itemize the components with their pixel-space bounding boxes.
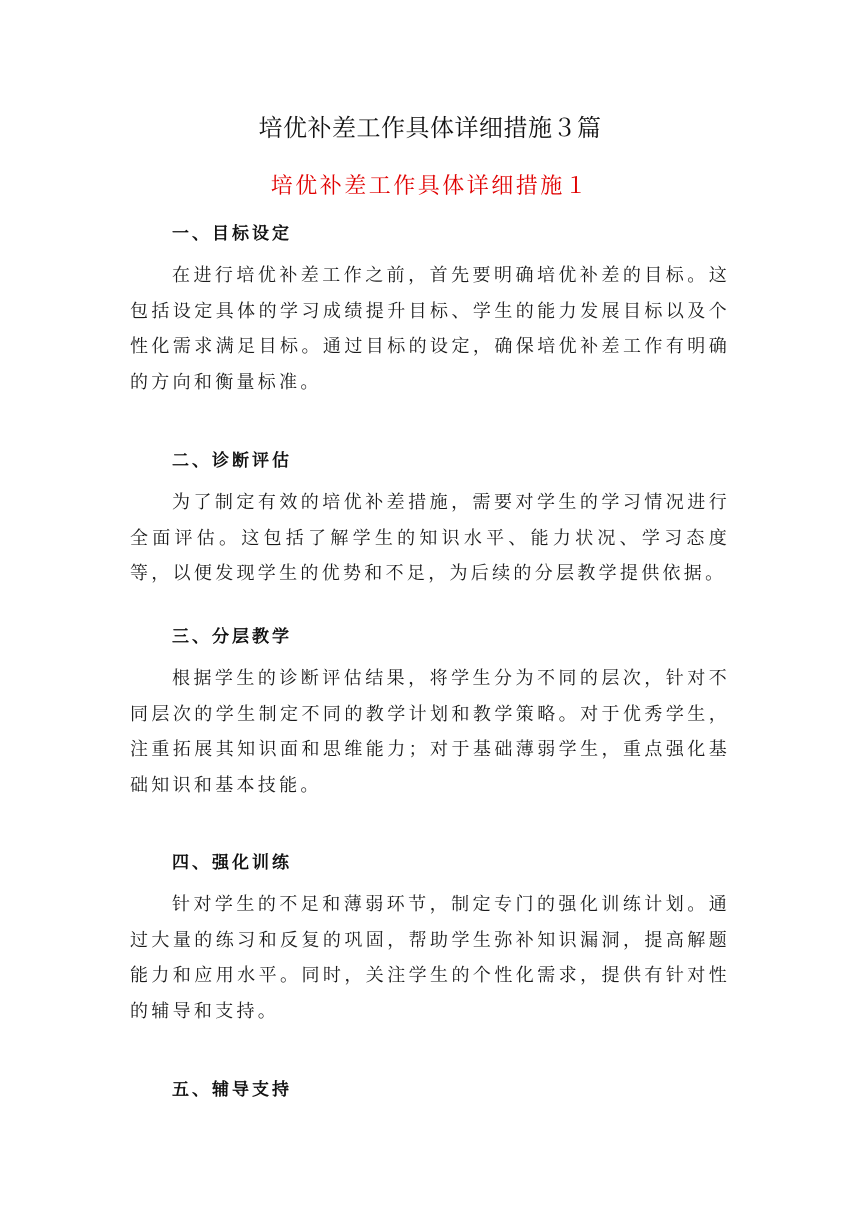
section-paragraph-tiered-teaching: 根据学生的诊断评估结果，将学生分为不同的层次，针对不同层次的学生制定不同的教学计划和教学策略。对于优秀学生，注重拓展其知识面和思维能力；对于基础薄弱学生，重点强化基础知识和基本技能。 xyxy=(130,668,730,796)
section-paragraph-diagnostic-assessment: 为了制定有效的培优补差措施，需要对学生的学习情况进行全面评估。这包括了解学生的知识水平、能力状况、学习态度等，以便发现学生的优势和不足，为后续的分层教学提供依据。 xyxy=(130,492,730,584)
section-heading-tutoring-support: 五、辅导支持 xyxy=(172,1080,292,1100)
section-paragraph-goal-setting: 在进行培优补差工作之前，首先要明确培优补差的目标。这包括设定具体的学习成绩提升目标、学生的能力发展目标以及个性化需求满足目标。通过目标的设定，确保培优补差工作有明确的方向和衡量标准。 xyxy=(130,265,730,393)
section-paragraph-intensive-training: 针对学生的不足和薄弱环节，制定专门的强化训练计划。通过大量的练习和反复的巩固，帮助学生弥补知识漏洞，提高解题能力和应用水平。同时，关注学生的个性化需求，提供有针对性的辅导和支持。 xyxy=(130,894,730,1022)
document-title: 培优补差工作具体详细措施３篇 xyxy=(258,114,602,142)
section-heading-tiered-teaching: 三、分层教学 xyxy=(172,627,292,647)
section-heading-diagnostic-assessment: 二、诊断评估 xyxy=(172,451,292,471)
section-heading-intensive-training: 四、强化训练 xyxy=(172,853,292,873)
document-subtitle: 培优补差工作具体详细措施１ xyxy=(270,174,590,199)
section-heading-goal-setting: 一、目标设定 xyxy=(172,224,292,244)
